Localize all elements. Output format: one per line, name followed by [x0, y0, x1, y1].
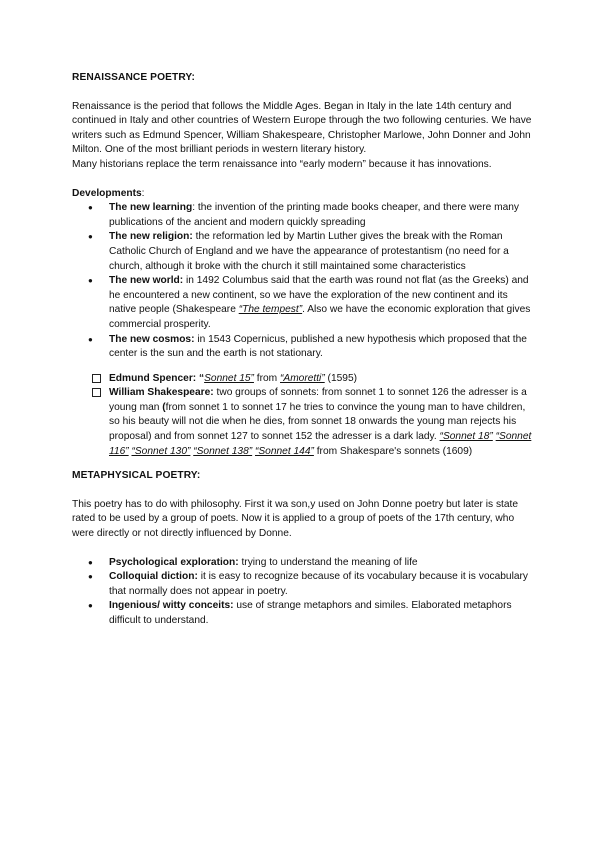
work-title-sonnet: “Sonnet 116” — [109, 431, 532, 457]
list-item — [72, 556, 532, 571]
bullet-icon: ● — [88, 557, 93, 567]
bullet-icon: ● — [88, 203, 93, 213]
author-text: from Shakespare's sonnets (1609) — [313, 445, 473, 457]
list-item — [72, 570, 532, 599]
checklist-item-spencer — [72, 372, 532, 387]
list-item-term: The new learning — [109, 202, 193, 214]
list-item-term: Ingenious/ witty conceits: — [109, 600, 234, 612]
developments-colon: : — [141, 187, 145, 199]
work-title-the-tempest: “The tempest” — [238, 304, 303, 316]
from-text: from — [253, 372, 280, 384]
list-item-term: The new world: — [109, 275, 184, 287]
list-item-text: use of strange metaphors and similes. Elaborated metaphors difficult to understand. — [109, 600, 512, 626]
renaissance-intro-paragraph: Renaissance is the period that follows the Middle Ages. Began in Italy in the late 14th century and continued in Italy and other countries of Western Europe through the two following centuries. We have writers such as Edmund Spencer, William Shakespeare, Christopher Marlowe, John Donner and John Milton. One of the most brilliant periods in western literary history. — [72, 100, 532, 156]
renaissance-heading: RENAISSANCE POETRY: — [72, 72, 196, 83]
authors-checklist — [72, 372, 532, 460]
list-item — [72, 274, 532, 332]
work-title-sonnet: “Sonnet 18” — [439, 431, 493, 443]
bullet-icon: ● — [88, 276, 93, 286]
open-paren: ( — [162, 401, 166, 413]
year-text: (1595) — [324, 372, 357, 384]
list-item-term: The new religion: — [109, 231, 193, 243]
list-item — [72, 230, 532, 274]
developments-heading — [72, 187, 532, 202]
list-item-text: it is easy to recognize because of its vocabulary because it is vocabulary that normally does not appear in poetry. — [109, 571, 528, 597]
document-body — [72, 71, 532, 629]
author-text: two groups of sonnets: from sonnet 1 to sonnet 126 the adresser is a young man — [109, 387, 527, 413]
work-title-sonnet: “Sonnet 144” — [254, 445, 314, 457]
bullet-icon: ● — [88, 232, 93, 242]
developments-label: Developments — [72, 187, 142, 199]
list-item-text: trying to understand the meaning of life — [238, 556, 418, 568]
checkbox-icon[interactable] — [92, 388, 101, 397]
open-quote: “ — [196, 372, 205, 384]
list-item-text: : the invention of the printing made books cheaper, and there were many publications of the ancient and modern quickly spreading — [109, 202, 519, 228]
list-item-text: the reformation led by Martin Luther gives the break with the Roman Catholic Church of England and we have the appearance of protestantism (no need for a church, although it broke with the church it still maintained some characteristics — [109, 231, 509, 272]
work-title-amoretti: “Amoretti” — [280, 372, 325, 384]
list-item — [72, 599, 532, 628]
work-title-sonnet: “Sonnet 130” — [131, 445, 191, 457]
work-title-sonnet-15: Sonnet 15” — [204, 372, 254, 384]
checklist-item-shakespeare — [72, 386, 532, 459]
list-item — [72, 201, 532, 230]
metaphysical-heading: METAPHYSICAL POETRY: — [72, 470, 201, 482]
bullet-icon: ● — [88, 601, 93, 611]
developments-list — [72, 201, 532, 362]
work-title-sonnet: “Sonnet 138” — [193, 445, 253, 457]
author-name: William Shakespeare: — [109, 387, 214, 399]
author-name: Edmund Spencer: — [109, 372, 197, 384]
list-item-text: in 1492 Columbus said that the earth was round not flat (as the Greeks) and he encountered a new continent, so we have the exploration of the new continent and its native people (Shakespeare — [109, 275, 529, 316]
list-item — [72, 333, 532, 362]
list-item-term: The new cosmos: — [109, 333, 195, 345]
list-item-text: in 1543 Copernicus, published a new hypothesis which proposed that the center is the sun and the earth is not stationary. — [109, 333, 527, 360]
list-item-term: Colloquial diction: — [109, 571, 198, 583]
metaphysical-features-list — [72, 556, 532, 629]
list-item-text: . Also we have the economic exploration that gives commercial prosperity. — [109, 304, 531, 330]
author-text: from sonnet 1 to sonnet 17 he tries to convince the young man to have children, so his beauty will not die when he dies, from sonnet 18 onwards the young man rejects his proposal) and from sonnet 127 to sonnet 152 the adresser is a dark lady. — [109, 401, 526, 443]
renaissance-historians-paragraph: Many historians replace the term renaissance into “early modern” because it has innovations. — [72, 158, 492, 170]
list-item-term: Psychological exploration: — [109, 556, 239, 568]
bullet-icon: ● — [88, 572, 93, 582]
metaphysical-intro-paragraph: This poetry has to do with philosophy. First it wa son,y used on John Donne poetry but later is state rated to be used by a group of poets. Now it is applied to a group of poets of the 17th century, who were directly or not directly influenced by Donne. — [72, 498, 519, 540]
checkbox-icon[interactable] — [92, 374, 101, 383]
bullet-icon: ● — [88, 334, 93, 344]
